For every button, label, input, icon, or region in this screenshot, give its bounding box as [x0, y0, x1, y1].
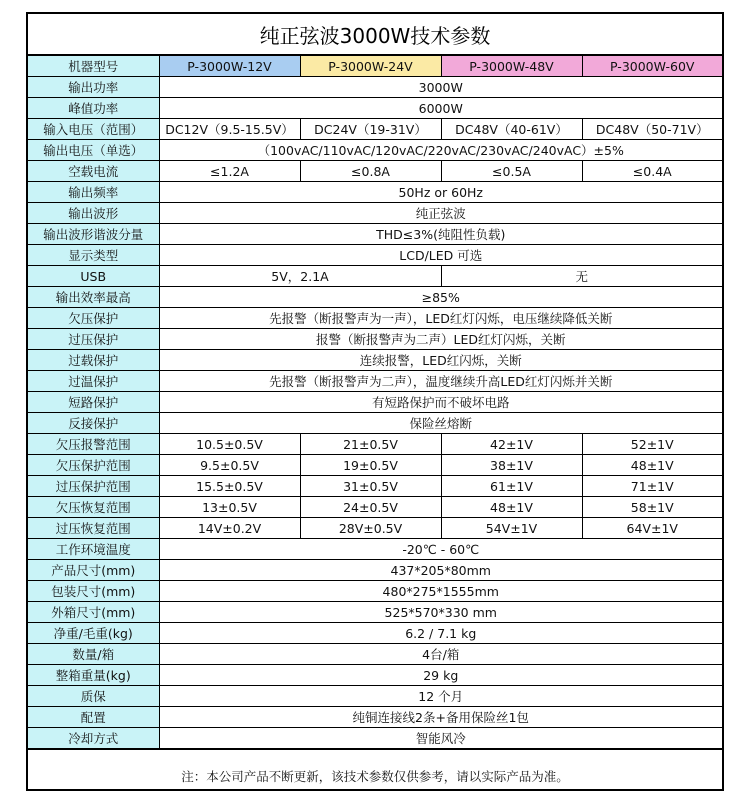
table-row	[28, 413, 722, 434]
table-cell: P-3000W-24V	[300, 56, 441, 77]
spec-table	[28, 55, 722, 749]
table-cell: 437*205*80mm	[159, 560, 722, 581]
table-cell: 3000W	[159, 77, 722, 98]
table-row	[28, 665, 722, 686]
table-row	[28, 98, 722, 119]
table-cell: DC12V（9.5-15.5V）	[159, 119, 300, 140]
sheet-title: 纯正弦波3000W技术参数	[28, 14, 722, 55]
row-label: 欠压报警范围	[28, 434, 159, 455]
table-cell: 480*275*1555mm	[159, 581, 722, 602]
table-cell: 15.5±0.5V	[159, 476, 300, 497]
table-row	[28, 182, 722, 203]
table-row	[28, 350, 722, 371]
table-cell: 42±1V	[441, 434, 582, 455]
table-row	[28, 245, 722, 266]
table-cell: 71±1V	[582, 476, 722, 497]
table-cell: P-3000W-60V	[582, 56, 722, 77]
table-cell: 14V±0.2V	[159, 518, 300, 539]
table-cell: 38±1V	[441, 455, 582, 476]
table-cell: DC48V（50-71V）	[582, 119, 722, 140]
table-cell: 12 个月	[159, 686, 722, 707]
table-cell: 19±0.5V	[300, 455, 441, 476]
table-cell: 9.5±0.5V	[159, 455, 300, 476]
table-row	[28, 140, 722, 161]
table-cell: 保险丝熔断	[159, 413, 722, 434]
table-cell: 先报警（断报警声为一声），LED红灯闪烁，电压继续降低关断	[159, 308, 722, 329]
table-row	[28, 623, 722, 644]
row-label: 显示类型	[28, 245, 159, 266]
table-cell: 13±0.5V	[159, 497, 300, 518]
row-label: 配置	[28, 707, 159, 728]
table-row	[28, 455, 722, 476]
table-row	[28, 707, 722, 728]
table-row	[28, 434, 722, 455]
table-cell: 29 kg	[159, 665, 722, 686]
table-cell: ≤1.2A	[159, 161, 300, 182]
table-row	[28, 392, 722, 413]
table-cell: 报警（断报警声为二声）LED红灯闪烁，关断	[159, 329, 722, 350]
table-row	[28, 287, 722, 308]
table-cell: 有短路保护而不破坏电路	[159, 392, 722, 413]
table-cell: 31±0.5V	[300, 476, 441, 497]
row-label: 输出效率最高	[28, 287, 159, 308]
table-row	[28, 686, 722, 707]
table-row	[28, 581, 722, 602]
row-label: 冷却方式	[28, 728, 159, 749]
table-cell: 4台/箱	[159, 644, 722, 665]
table-cell: 525*570*330 mm	[159, 602, 722, 623]
table-cell: 纯铜连接线2条+备用保险丝1包	[159, 707, 722, 728]
table-row	[28, 476, 722, 497]
row-label: 净重/毛重(kg)	[28, 623, 159, 644]
spec-table-body	[28, 56, 722, 749]
table-row	[28, 329, 722, 350]
row-label: 欠压保护范围	[28, 455, 159, 476]
table-row	[28, 56, 722, 77]
table-cell: 10.5±0.5V	[159, 434, 300, 455]
table-cell: 连续报警，LED红闪烁，关断	[159, 350, 722, 371]
row-label: 包装尺寸(mm)	[28, 581, 159, 602]
table-cell: ≤0.8A	[300, 161, 441, 182]
table-row	[28, 119, 722, 140]
table-cell: （100vAC/110vAC/120vAC/220vAC/230vAC/240vAC）±5%	[159, 140, 722, 161]
row-label: 空载电流	[28, 161, 159, 182]
table-cell: ≤0.4A	[582, 161, 722, 182]
table-cell: 24±0.5V	[300, 497, 441, 518]
table-cell: 50Hz or 60Hz	[159, 182, 722, 203]
table-row	[28, 224, 722, 245]
table-cell: DC48V（40-61V）	[441, 119, 582, 140]
row-label: 工作环境温度	[28, 539, 159, 560]
row-label: 短路保护	[28, 392, 159, 413]
table-cell: DC24V（19-31V）	[300, 119, 441, 140]
table-row	[28, 161, 722, 182]
table-row	[28, 644, 722, 665]
table-row	[28, 497, 722, 518]
table-cell: 无	[441, 266, 722, 287]
table-cell: 纯正弦波	[159, 203, 722, 224]
row-label: USB	[28, 266, 159, 287]
row-label: 过载保护	[28, 350, 159, 371]
row-label: 过压恢复范围	[28, 518, 159, 539]
table-cell: 61±1V	[441, 476, 582, 497]
row-label: 输出功率	[28, 77, 159, 98]
row-label: 输出电压（单选）	[28, 140, 159, 161]
row-label: 机器型号	[28, 56, 159, 77]
row-label: 质保	[28, 686, 159, 707]
table-cell: 21±0.5V	[300, 434, 441, 455]
row-label: 过温保护	[28, 371, 159, 392]
table-cell: 54V±1V	[441, 518, 582, 539]
table-row	[28, 602, 722, 623]
spec-sheet	[26, 12, 724, 791]
row-label: 欠压保护	[28, 308, 159, 329]
table-cell: P-3000W-48V	[441, 56, 582, 77]
table-row	[28, 308, 722, 329]
table-cell: 52±1V	[582, 434, 722, 455]
table-cell: -20℃ - 60℃	[159, 539, 722, 560]
table-row	[28, 371, 722, 392]
row-label: 过压保护	[28, 329, 159, 350]
table-cell: ≥85%	[159, 287, 722, 308]
table-cell: 58±1V	[582, 497, 722, 518]
row-label: 峰值功率	[28, 98, 159, 119]
row-label: 欠压恢复范围	[28, 497, 159, 518]
table-row	[28, 77, 722, 98]
table-cell: 5V，2.1A	[159, 266, 441, 287]
table-cell: LCD/LED 可选	[159, 245, 722, 266]
table-cell: P-3000W-12V	[159, 56, 300, 77]
table-cell: 6000W	[159, 98, 722, 119]
table-cell: ≤0.5A	[441, 161, 582, 182]
table-row	[28, 728, 722, 749]
table-cell: 28V±0.5V	[300, 518, 441, 539]
footnote: 注：本公司产品不断更新，该技术参数仅供参考，请以实际产品为准。	[28, 749, 722, 801]
row-label: 外箱尺寸(mm)	[28, 602, 159, 623]
row-label: 输出频率	[28, 182, 159, 203]
table-cell: 48±1V	[582, 455, 722, 476]
table-row	[28, 518, 722, 539]
row-label: 输出波形	[28, 203, 159, 224]
row-label: 反接保护	[28, 413, 159, 434]
row-label: 数量/箱	[28, 644, 159, 665]
table-cell: 智能风冷	[159, 728, 722, 749]
table-cell: THD≤3%(纯阻性负载)	[159, 224, 722, 245]
table-cell: 48±1V	[441, 497, 582, 518]
table-cell: 6.2 / 7.1 kg	[159, 623, 722, 644]
table-cell: 先报警（断报警声为二声），温度继续升高LED红灯闪烁并关断	[159, 371, 722, 392]
table-row	[28, 266, 722, 287]
row-label: 整箱重量(kg)	[28, 665, 159, 686]
table-row	[28, 203, 722, 224]
table-cell: 64V±1V	[582, 518, 722, 539]
row-label: 产品尺寸(mm)	[28, 560, 159, 581]
row-label: 输入电压（范围）	[28, 119, 159, 140]
row-label: 过压保护范围	[28, 476, 159, 497]
table-row	[28, 560, 722, 581]
row-label: 输出波形谐波分量	[28, 224, 159, 245]
table-row	[28, 539, 722, 560]
